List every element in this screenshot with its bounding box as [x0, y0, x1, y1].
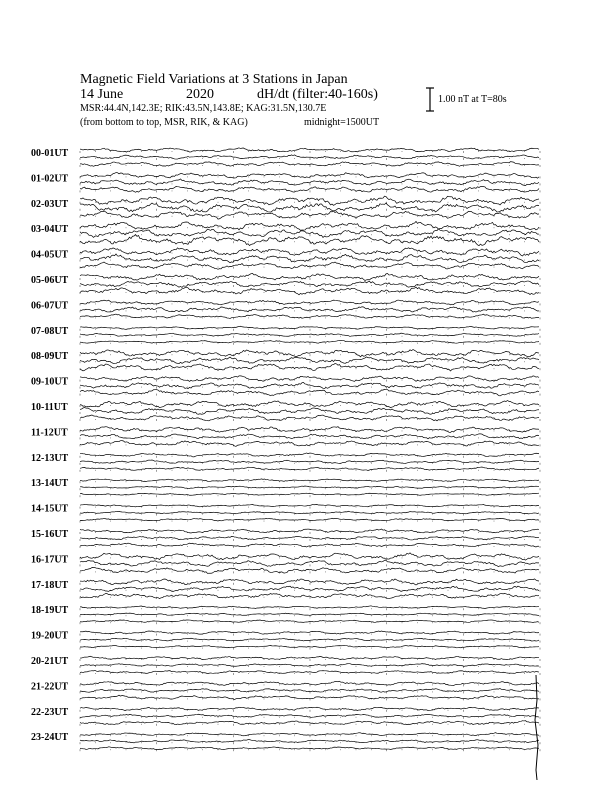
trace-MSR — [80, 567, 539, 573]
trace-MSR — [80, 518, 539, 521]
trace-RIK — [80, 486, 539, 488]
hour-row-18-19UT — [31, 605, 540, 624]
trace-KAG — [80, 326, 539, 329]
trace-MSR — [80, 162, 539, 167]
trace-RIK — [80, 229, 539, 238]
hour-label: 23-24UT — [31, 732, 69, 744]
trace-RIK — [80, 586, 539, 591]
trace-MSR — [80, 211, 539, 219]
trace-MSR — [80, 493, 539, 495]
hour-label: 08-09UT — [31, 351, 69, 363]
trace-RIK — [80, 740, 539, 743]
trace-KAG — [80, 400, 539, 407]
trace-KAG — [80, 504, 539, 506]
trace-MSR — [80, 262, 539, 269]
hour-label: 01-02UT — [31, 173, 69, 185]
trace-KAG — [80, 606, 539, 609]
hour-row-00-01UT — [31, 148, 540, 167]
trace-KAG — [80, 631, 539, 634]
trace-KAG — [80, 376, 539, 382]
trace-MSR — [80, 670, 539, 673]
trace-RIK — [80, 664, 539, 667]
hour-row-12-13UT — [31, 453, 540, 472]
trace-RIK — [80, 203, 539, 212]
trace-MSR — [80, 187, 539, 193]
hour-label: 21-22UT — [31, 681, 69, 693]
trace-KAG — [80, 479, 539, 482]
hour-row-11-12UT — [31, 427, 540, 447]
hour-label: 05-06UT — [31, 275, 69, 286]
hour-label: 20-21UT — [31, 656, 69, 667]
trace-KAG — [80, 427, 539, 433]
hour-label: 02-03UT — [31, 198, 69, 210]
hour-label: 06-07UT — [31, 300, 69, 312]
hour-row-10-11UT — [31, 400, 540, 421]
trace-KAG — [80, 733, 539, 736]
trace-MSR — [80, 340, 539, 343]
trace-MSR — [80, 721, 539, 725]
hour-label: 22-23UT — [31, 706, 69, 718]
trace-MSR — [80, 389, 539, 396]
hour-label: 11-12UT — [31, 427, 68, 439]
trace-MSR — [80, 695, 539, 699]
trace-KAG — [80, 148, 539, 152]
hour-label: 03-04UT — [31, 224, 69, 236]
hour-label: 17-18UT — [31, 579, 69, 591]
hour-row-06-07UT — [31, 300, 540, 319]
hour-row-13-14UT — [31, 478, 540, 497]
stations-label: MSR:44.4N,142.3E; RIK:43.5N,143.8E; KAG:31.5N,130.7E — [80, 103, 327, 114]
hour-row-23-24UT — [31, 732, 540, 751]
hour-row-21-22UT — [31, 681, 540, 700]
trace-RIK — [80, 560, 539, 567]
trace-RIK — [80, 460, 539, 463]
quantity-label: dH/dt (filter:40-160s) — [257, 87, 378, 102]
trace-RIK — [80, 536, 539, 540]
trace-KAG — [80, 300, 539, 305]
trace-KAG — [80, 221, 539, 230]
trace-RIK — [80, 254, 539, 263]
trace-KAG — [80, 453, 539, 457]
trace-MSR — [80, 620, 539, 623]
trace-MSR — [80, 415, 539, 421]
trace-RIK — [80, 179, 539, 186]
trace-RIK — [80, 407, 539, 414]
trace-KAG — [80, 707, 539, 710]
trace-KAG — [80, 553, 539, 560]
hour-row-03-04UT — [31, 221, 540, 245]
hour-label: 09-10UT — [31, 376, 69, 388]
chart-title: Magnetic Field Variations at 3 Stations in Japan — [80, 72, 348, 87]
hour-label: 07-08UT — [31, 325, 69, 337]
hour-label: 10-11UT — [31, 402, 68, 413]
trace-RIK — [80, 155, 539, 159]
trace-KAG — [80, 248, 539, 256]
trace-KAG — [80, 681, 539, 685]
trace-MSR — [80, 747, 539, 750]
trace-KAG — [80, 579, 539, 585]
hour-row-15-16UT — [31, 529, 540, 548]
trace-RIK — [80, 613, 539, 615]
trace-RIK — [80, 714, 539, 717]
hour-label: 12-13UT — [31, 452, 69, 464]
hour-row-04-05UT — [31, 248, 540, 269]
hour-row-07-08UT — [31, 326, 540, 345]
trace-MSR — [80, 314, 539, 318]
year-label: 2020 — [186, 87, 214, 102]
trace-RIK — [80, 333, 539, 336]
trace-MSR — [80, 287, 539, 295]
date-label: 14 June — [80, 87, 124, 102]
hour-label: 18-19UT — [31, 605, 69, 617]
trace-RIK — [80, 688, 539, 692]
trace-RIK — [80, 434, 539, 439]
trace-MSR — [80, 235, 539, 246]
hour-label: 00-01UT — [31, 148, 69, 159]
trace-KAG — [80, 529, 539, 533]
hour-row-17-18UT — [31, 579, 540, 599]
trace-KAG — [80, 656, 539, 659]
hour-row-22-23UT — [31, 707, 540, 726]
trace-RIK — [80, 638, 539, 641]
trace-KAG — [80, 349, 539, 356]
trace-MSR — [80, 467, 539, 470]
hour-label: 04-05UT — [31, 249, 69, 261]
hour-label: 19-20UT — [31, 630, 69, 642]
hour-row-16-17UT — [31, 553, 540, 574]
hour-label: 13-14UT — [31, 478, 69, 490]
trace-RIK — [80, 281, 539, 287]
trace-KAG — [80, 273, 539, 280]
order-note: (from bottom to top, MSR, RIK, & KAG) — [80, 117, 248, 128]
trace-MSR — [80, 441, 539, 447]
hour-row-14-15UT — [31, 504, 540, 523]
trace-MSR — [80, 593, 539, 598]
hour-row-05-06UT — [31, 273, 540, 294]
hour-row-02-03UT — [31, 196, 540, 219]
scale-label: 1.00 nT at T=80s — [438, 94, 507, 105]
hour-row-09-10UT — [31, 376, 540, 396]
trace-KAG — [80, 196, 539, 205]
trace-RIK — [80, 357, 539, 364]
trace-RIK — [80, 307, 539, 312]
trace-MSR — [80, 543, 539, 547]
hour-label: 15-16UT — [31, 529, 69, 540]
trace-MSR — [80, 364, 539, 371]
hour-row-20-21UT — [31, 656, 540, 675]
scale-bar — [426, 88, 434, 111]
trace-KAG — [80, 173, 539, 179]
hour-label: 16-17UT — [31, 554, 69, 566]
trace-MSR — [80, 645, 539, 648]
hour-row-19-20UT — [31, 631, 540, 650]
trace-RIK — [80, 383, 539, 389]
hour-row-01-02UT — [31, 173, 540, 193]
hour-label: 14-15UT — [31, 503, 69, 515]
midnight-note: midnight=1500UT — [304, 117, 380, 128]
hour-row-08-09UT — [31, 349, 540, 371]
trace-RIK — [80, 511, 539, 514]
